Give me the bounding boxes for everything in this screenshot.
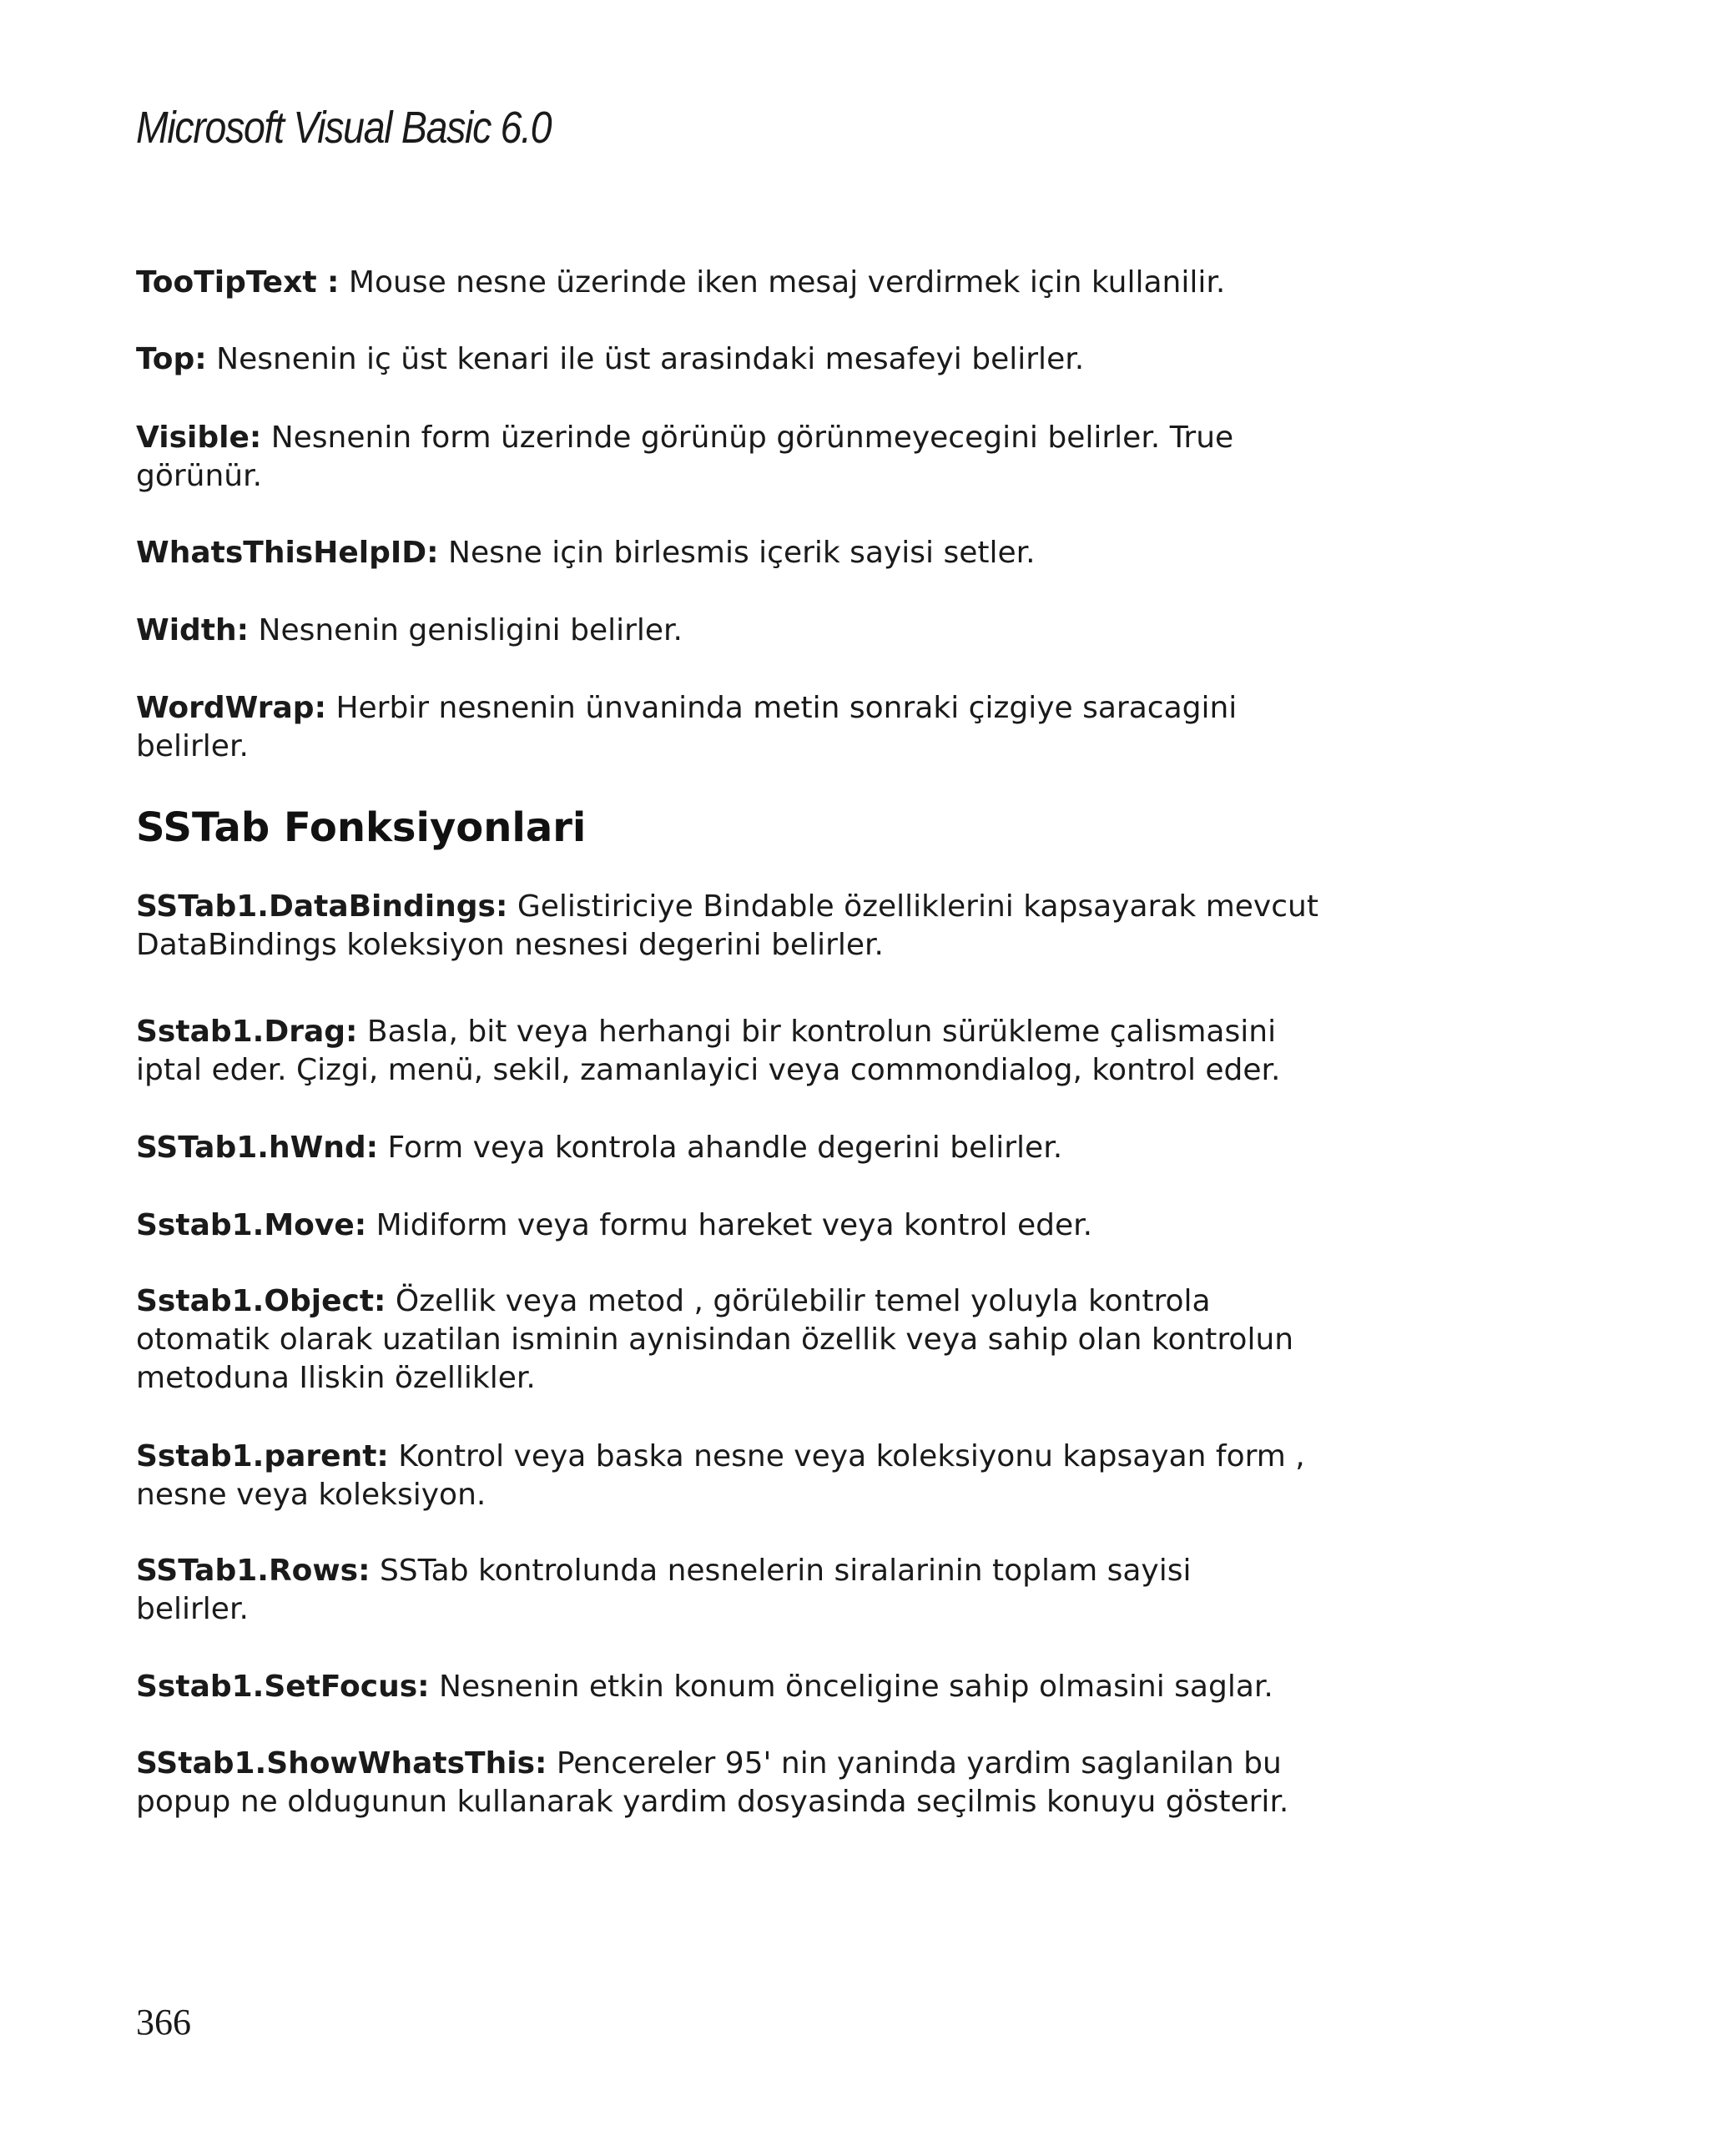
function-term: Sstab1.Drag: <box>136 1015 358 1049</box>
property-entry-whatsthishelpid <box>136 534 1421 572</box>
function-term: Sstab1.Move: <box>136 1208 367 1242</box>
function-term: SSTab1.Rows: <box>136 1554 371 1588</box>
function-entry-hwnd <box>136 1129 1421 1167</box>
property-description: Mouse nesne üzerinde iken mesaj verdirmek için kullanilir. <box>348 265 1226 300</box>
function-description: Gelistiriciye Bindable özelliklerini kapsayarak mevcut <box>517 889 1318 924</box>
property-term: Width: <box>136 613 250 647</box>
property-entry-tooltiptext <box>136 264 1421 302</box>
function-entry-move <box>136 1206 1421 1245</box>
function-term: Sstab1.parent: <box>136 1439 389 1473</box>
function-term: SSTab1.hWnd: <box>136 1131 379 1165</box>
function-description: Basla, bit veya herhangi bir kontrolun sürükleme çalismasini <box>366 1015 1277 1049</box>
function-description: Kontrol veya baska nesne veya koleksiyonu kapsayan form , <box>398 1439 1305 1473</box>
running-header: Microsoft Visual Basic 6.0 <box>136 103 552 153</box>
property-description: Nesnenin genisligini belirler. <box>258 613 683 647</box>
function-description-continued: belirler. <box>136 1592 249 1626</box>
function-term: SSTab1.DataBindings: <box>136 889 508 924</box>
section-heading: SSTab Fonksiyonlari <box>136 804 587 851</box>
property-entry-width <box>136 612 1421 650</box>
function-description: SSTab kontrolunda nesnelerin siralarinin toplam sayisi <box>379 1554 1192 1588</box>
property-term: Visible: <box>136 421 262 455</box>
property-term: Top: <box>136 342 207 376</box>
property-term: WordWrap: <box>136 691 326 725</box>
property-description-continued: görünür. <box>136 459 263 493</box>
function-term: Sstab1.Object: <box>136 1284 386 1318</box>
property-description: Nesne için birlesmis içerik sayisi setler. <box>448 536 1036 570</box>
function-term: SStab1.ShowWhatsThis: <box>136 1746 547 1781</box>
function-description-continued: iptal eder. Çizgi, menü, sekil, zamanlayici veya commondialog, kontrol eder. <box>136 1053 1281 1087</box>
function-entry-showwhatsthis <box>136 1745 1421 1821</box>
function-entry-parent <box>136 1438 1421 1514</box>
function-description-continued: nesne veya koleksiyon. <box>136 1478 486 1512</box>
function-description: Form veya kontrola ahandle degerini belirler. <box>387 1131 1063 1165</box>
function-entry-object <box>136 1282 1421 1398</box>
property-term: TooTipText : <box>136 265 340 300</box>
function-description-continued: DataBindings koleksiyon nesnesi degerini belirler. <box>136 928 884 962</box>
function-description: Nesnenin etkin konum önceligine sahip olmasini saglar. <box>439 1670 1273 1704</box>
property-term: WhatsThisHelpID: <box>136 536 439 570</box>
function-entry-drag <box>136 1013 1421 1090</box>
function-entry-setfocus <box>136 1668 1421 1706</box>
function-entry-rows <box>136 1552 1421 1629</box>
property-description: Herbir nesnenin ünvaninda metin sonraki çizgiye saracagini <box>335 691 1238 725</box>
function-description: Pencereler 95' nin yaninda yardim saglanilan bu <box>556 1746 1282 1781</box>
page-number: 366 <box>136 2002 191 2043</box>
property-entry-visible <box>136 419 1421 496</box>
function-entry-databindings <box>136 888 1421 965</box>
function-description: Midiform veya formu hareket veya kontrol eder. <box>376 1208 1093 1242</box>
function-description: Özellik veya metod , görülebilir temel yoluyla kontrola <box>395 1284 1211 1318</box>
property-description: Nesnenin iç üst kenari ile üst arasindaki mesafeyi belirler. <box>216 342 1085 376</box>
property-description: Nesnenin form üzerinde görünüp görünmeyecegini belirler. True <box>270 421 1234 455</box>
property-entry-top <box>136 340 1421 379</box>
property-description-continued: belirler. <box>136 729 249 763</box>
function-description-continued: popup ne oldugunun kullanarak yardim dosyasinda seçilmis konuyu gösterir. <box>136 1785 1289 1819</box>
property-entry-wordwrap <box>136 689 1421 766</box>
function-description-continued: otomatik olarak uzatilan isminin aynisindan özellik veya sahip olan kontrolun <box>136 1322 1294 1357</box>
function-term: Sstab1.SetFocus: <box>136 1670 430 1704</box>
function-description-continued: metoduna Iliskin özellikler. <box>136 1361 536 1395</box>
